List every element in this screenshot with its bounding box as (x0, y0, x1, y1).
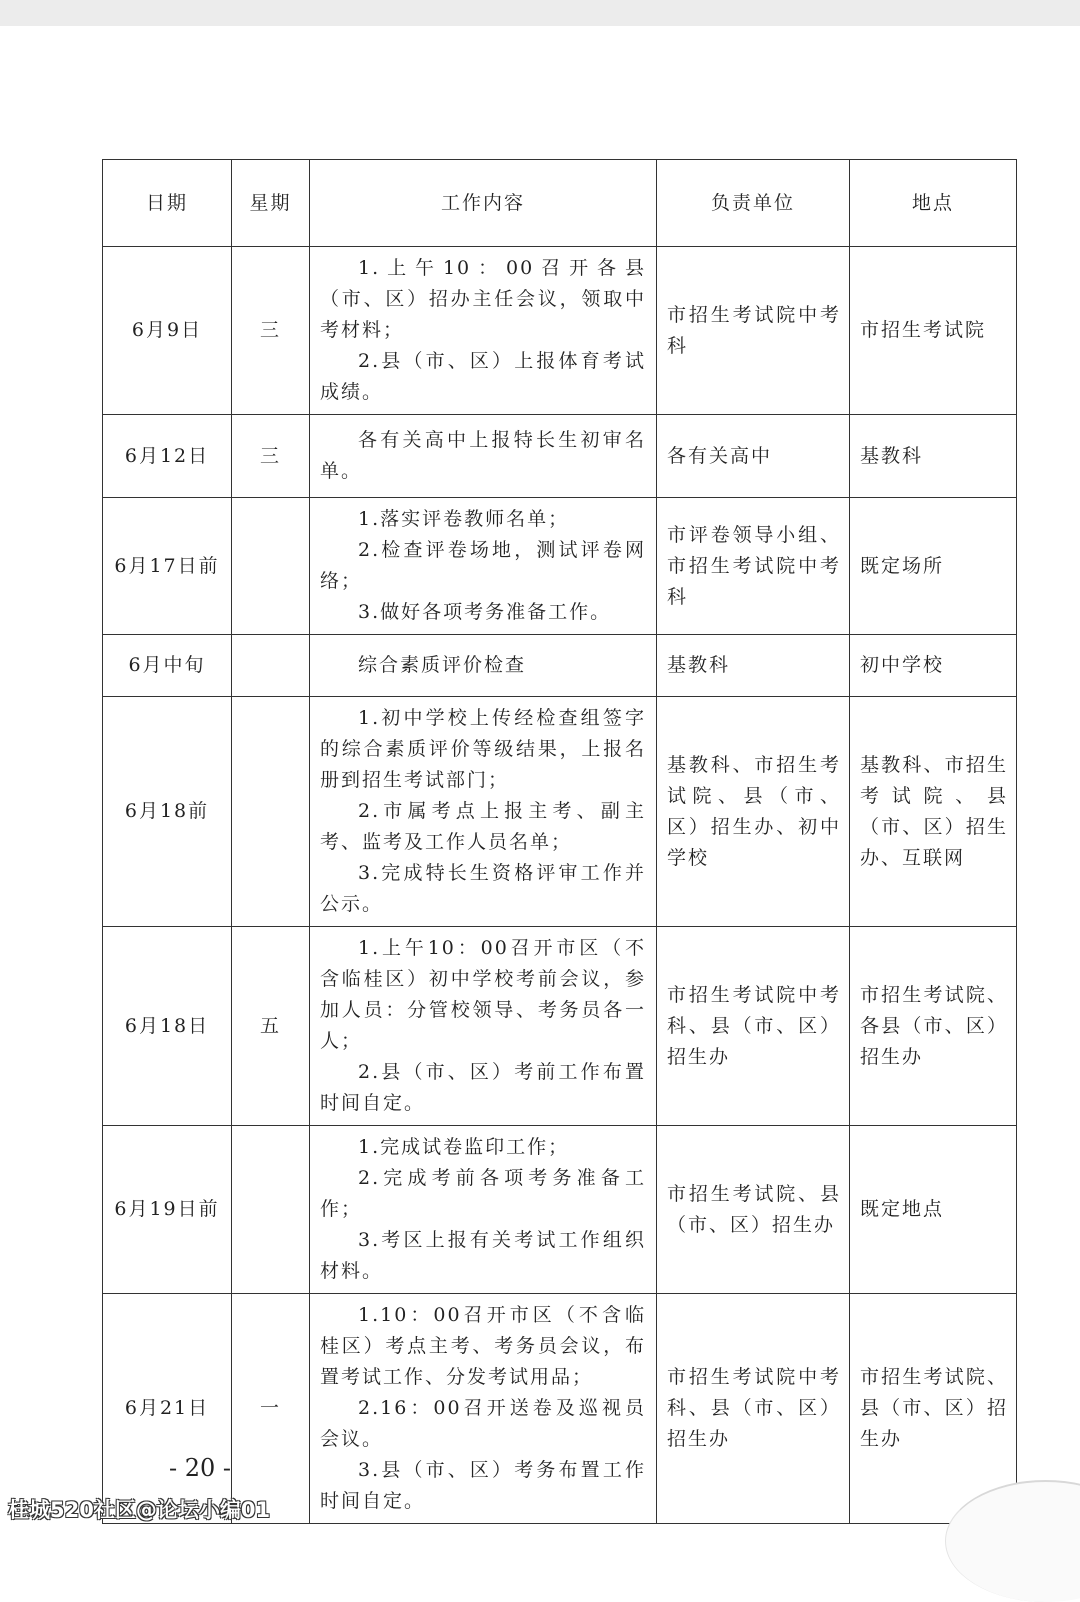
cell-dept: 市招生考试院中考科、县（市、区）招生办 (657, 927, 850, 1126)
cell-location: 市招生考试院 (850, 247, 1017, 415)
cell-dept: 市招生考试院中考科、县（市、区）招生办 (657, 1294, 850, 1524)
cell-content (310, 1126, 657, 1294)
cell-date: 6月中旬 (103, 635, 232, 697)
cell-location: 基教科、市招生考试院、县（市、区）招生办、互联网 (850, 697, 1017, 927)
content-item: 2.16：00召开送卷及巡视员会议。 (320, 1397, 646, 1450)
cell-weekday: 五 (232, 927, 310, 1126)
cell-dept: 基教科、市招生考试院、县（市、区）招生办、初中学校 (657, 697, 850, 927)
content-item: 2.市属考点上报主考、副主考、监考及工作人员名单； (320, 800, 646, 853)
cell-content (310, 927, 657, 1126)
header-content: 工作内容 (310, 160, 657, 247)
cell-dept: 基教科 (657, 635, 850, 697)
content-item: 1.初中学校上传经检查组签字的综合素质评价等级结果，上报名册到招生考试部门； (320, 707, 646, 791)
cell-location: 市招生考试院、各县（市、区）招生办 (850, 927, 1017, 1126)
cell-weekday (232, 498, 310, 635)
content-item: 1.完成试卷监印工作； (358, 1136, 570, 1158)
cell-location: 既定场所 (850, 498, 1017, 635)
content-item: 1.上午10：00召开各县（市、区）招办主任会议，领取中考材料； (320, 257, 646, 341)
content-item: 1.10：00召开市区（不含临桂区）考点主考、考务员会议，布置考试工作、分发考试用品； (320, 1304, 646, 1388)
cell-dept: 市评卷领导小组、市招生考试院中考科 (657, 498, 850, 635)
content-item: 1.落实评卷教师名单； (358, 508, 570, 530)
watermark-text: 桂城520社区@论坛小编01 (8, 1498, 271, 1522)
cell-date: 6月17日前 (103, 498, 232, 635)
content-item: 综合素质评价检查 (358, 654, 527, 676)
content-item: 3.考区上报有关考试工作组织材料。 (320, 1229, 646, 1282)
cell-dept: 市招生考试院、县（市、区）招生办 (657, 1126, 850, 1294)
content-item: 3.完成特长生资格评审工作并公示。 (320, 862, 646, 915)
cell-weekday: 一 (232, 1294, 310, 1524)
content-item: 3.县（市、区）考务布置工作时间自定。 (320, 1459, 646, 1512)
cell-weekday: 三 (232, 247, 310, 415)
page-number: - 20 - (168, 1454, 231, 1482)
cell-weekday (232, 635, 310, 697)
cell-content (310, 635, 657, 697)
cell-content (310, 697, 657, 927)
cell-date: 6月18前 (103, 697, 232, 927)
cell-location: 基教科 (850, 415, 1017, 498)
cell-location: 既定地点 (850, 1126, 1017, 1294)
cell-weekday (232, 697, 310, 927)
cell-date: 6月18日 (103, 927, 232, 1126)
header-date: 日期 (103, 160, 232, 247)
cell-weekday: 三 (232, 415, 310, 498)
schedule-table (102, 159, 1017, 1524)
header-dept: 负责单位 (657, 160, 850, 247)
table-row (103, 247, 1017, 415)
content-item: 2.县（市、区）考前工作布置时间自定。 (320, 1061, 646, 1114)
content-item: 2.检查评卷场地，测试评卷网络； (320, 539, 646, 592)
content-item: 3.做好各项考务准备工作。 (358, 601, 612, 623)
table-row (103, 697, 1017, 927)
header-location: 地点 (850, 160, 1017, 247)
content-item: 1.上午10：00召开市区（不含临桂区）初中学校考前会议，参加人员：分管校领导、考务员各一人； (320, 937, 646, 1052)
cell-dept: 市招生考试院中考科 (657, 247, 850, 415)
cell-content (310, 415, 657, 498)
content-item: 2.县（市、区）上报体育考试成绩。 (320, 350, 646, 403)
cell-date: 6月19日前 (103, 1126, 232, 1294)
cell-content (310, 247, 657, 415)
cell-date: 6月9日 (103, 247, 232, 415)
table-row (103, 1126, 1017, 1294)
table-row (103, 415, 1017, 498)
table-row (103, 1294, 1017, 1524)
cell-date: 6月12日 (103, 415, 232, 498)
table-row (103, 927, 1017, 1126)
content-item: 2.完成考前各项考务准备工作； (320, 1167, 646, 1220)
cell-dept: 各有关高中 (657, 415, 850, 498)
table-row (103, 635, 1017, 697)
cell-date: 6月21日 (103, 1294, 232, 1524)
cell-content (310, 498, 657, 635)
cell-weekday (232, 1126, 310, 1294)
viewer-top-bar (0, 0, 1080, 26)
table-body (103, 247, 1017, 1524)
header-weekday: 星期 (232, 160, 310, 247)
cell-location: 市招生考试院、县（市、区）招生办 (850, 1294, 1017, 1524)
table-row (103, 498, 1017, 635)
cell-content (310, 1294, 657, 1524)
table-header-row (103, 160, 1017, 247)
content-item: 各有关高中上报特长生初审名单。 (320, 429, 646, 482)
cell-location: 初中学校 (850, 635, 1017, 697)
